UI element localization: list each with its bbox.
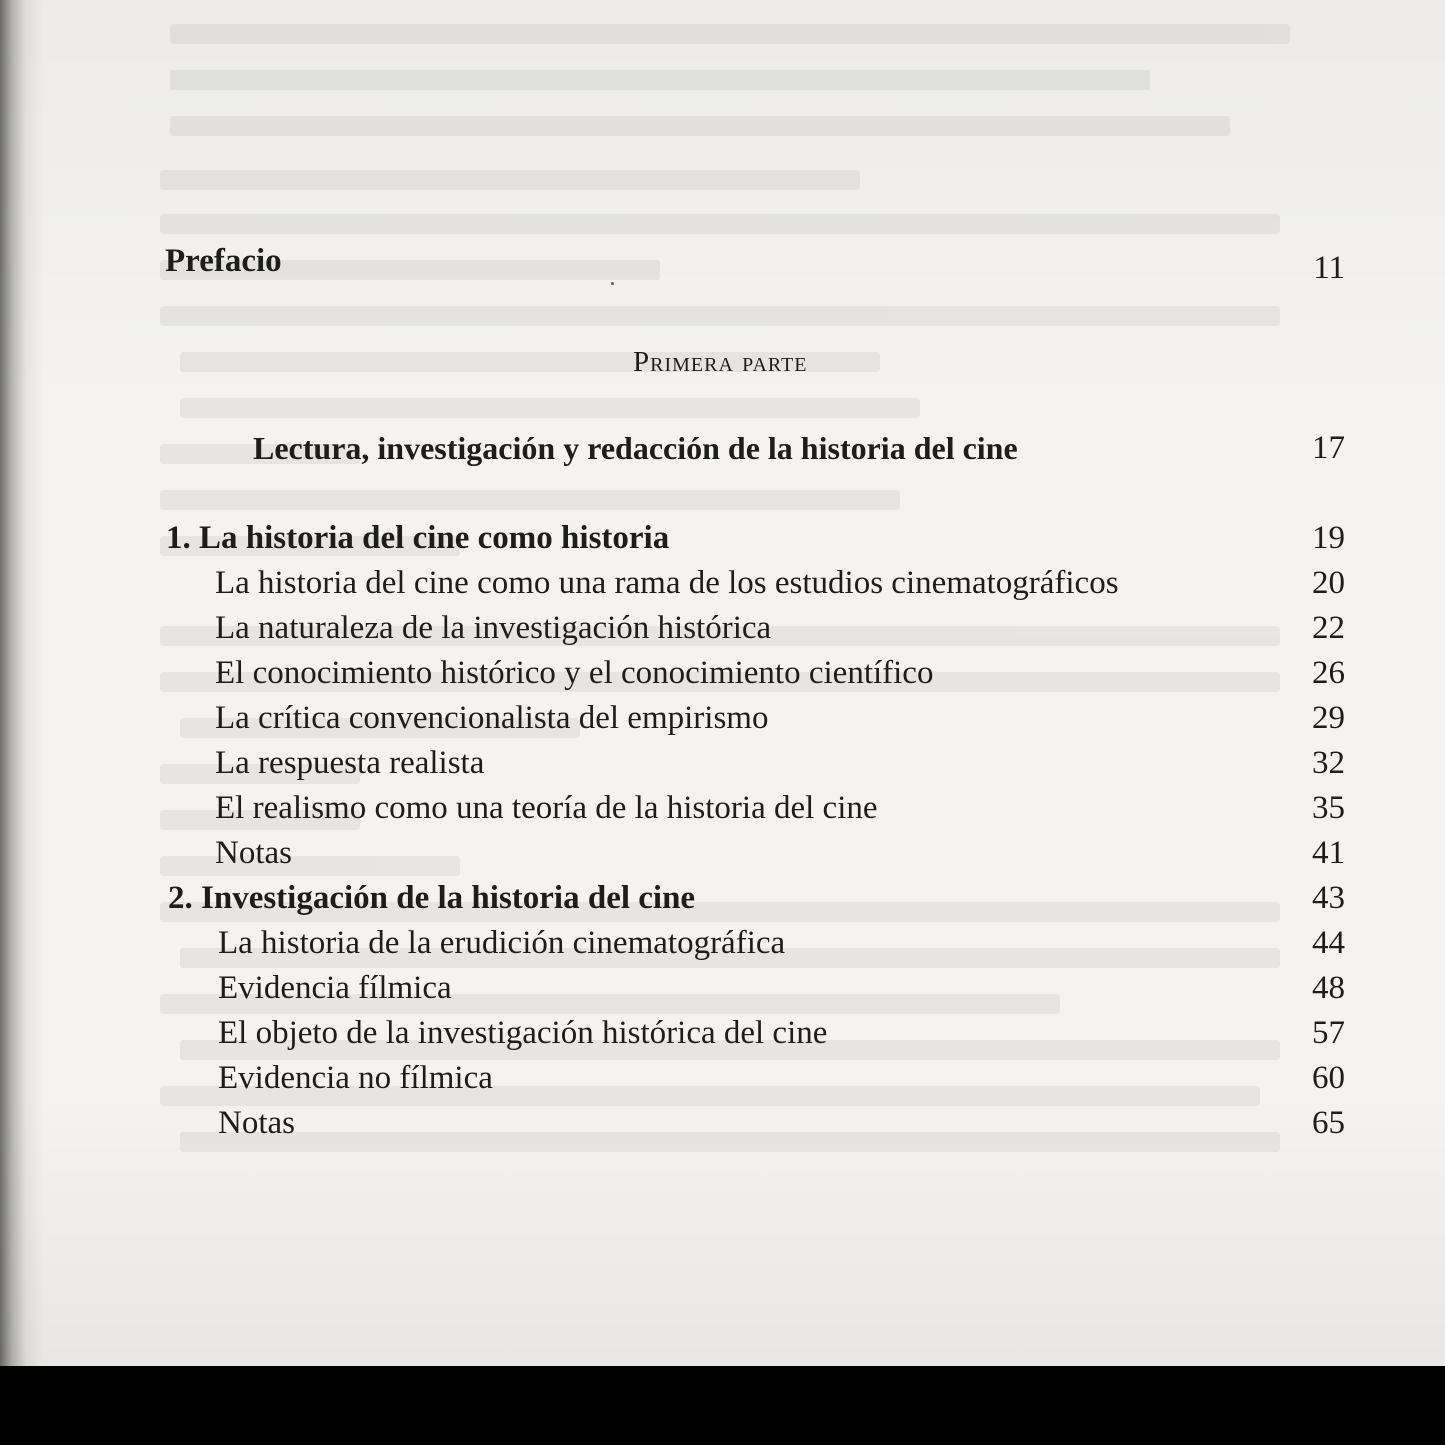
toc-section-page: 48 — [1312, 970, 1345, 1006]
toc-section: Notas — [218, 1105, 295, 1141]
toc-section-page: 35 — [1312, 790, 1345, 826]
toc-section: El objeto de la investigación histórica del cine — [218, 1015, 828, 1051]
toc-section: Evidencia fílmica — [218, 970, 452, 1006]
paper-speck — [611, 282, 614, 285]
toc-section-page: 32 — [1312, 745, 1345, 781]
toc-section: Evidencia no fílmica — [218, 1060, 493, 1096]
toc-section: El realismo como una teoría de la historia del cine — [215, 790, 878, 826]
toc-section-page: 44 — [1312, 925, 1345, 961]
part-title-page: 17 — [1312, 430, 1345, 466]
toc-section-page: 57 — [1312, 1015, 1345, 1051]
part-title: Lectura, investigación y redacción de la historia del cine — [253, 430, 1018, 466]
toc-entry-prefacio: Prefacio — [165, 243, 282, 279]
part-label: Primera parte — [633, 346, 808, 378]
toc-section: La crítica convencionalista del empirismo — [215, 700, 769, 736]
toc-section: La historia del cine como una rama de los estudios cinematográficos — [215, 565, 1119, 601]
chapter-1-page: 19 — [1312, 520, 1345, 556]
toc-section: Notas — [215, 835, 292, 871]
toc-section-page: 20 — [1312, 565, 1345, 601]
chapter-1-title: 1. La historia del cine como historia — [166, 520, 670, 556]
chapter-2-title: 2. Investigación de la historia del cine — [168, 880, 696, 916]
toc-section-page: 22 — [1312, 610, 1345, 646]
toc-page-prefacio: 11 — [1313, 250, 1345, 286]
toc-section: La historia de la erudición cinematográfica — [218, 925, 786, 961]
chapter-2-page: 43 — [1312, 880, 1345, 916]
toc-section-page: 65 — [1312, 1105, 1345, 1141]
toc-section: La respuesta realista — [215, 745, 485, 781]
toc-section-page: 29 — [1312, 700, 1345, 736]
toc-section-page: 60 — [1312, 1060, 1345, 1096]
toc-section-page: 41 — [1312, 835, 1345, 871]
toc-section-page: 26 — [1312, 655, 1345, 691]
toc-section: El conocimiento histórico y el conocimiento científico — [215, 655, 934, 691]
toc-section: La naturaleza de la investigación histórica — [215, 610, 772, 646]
